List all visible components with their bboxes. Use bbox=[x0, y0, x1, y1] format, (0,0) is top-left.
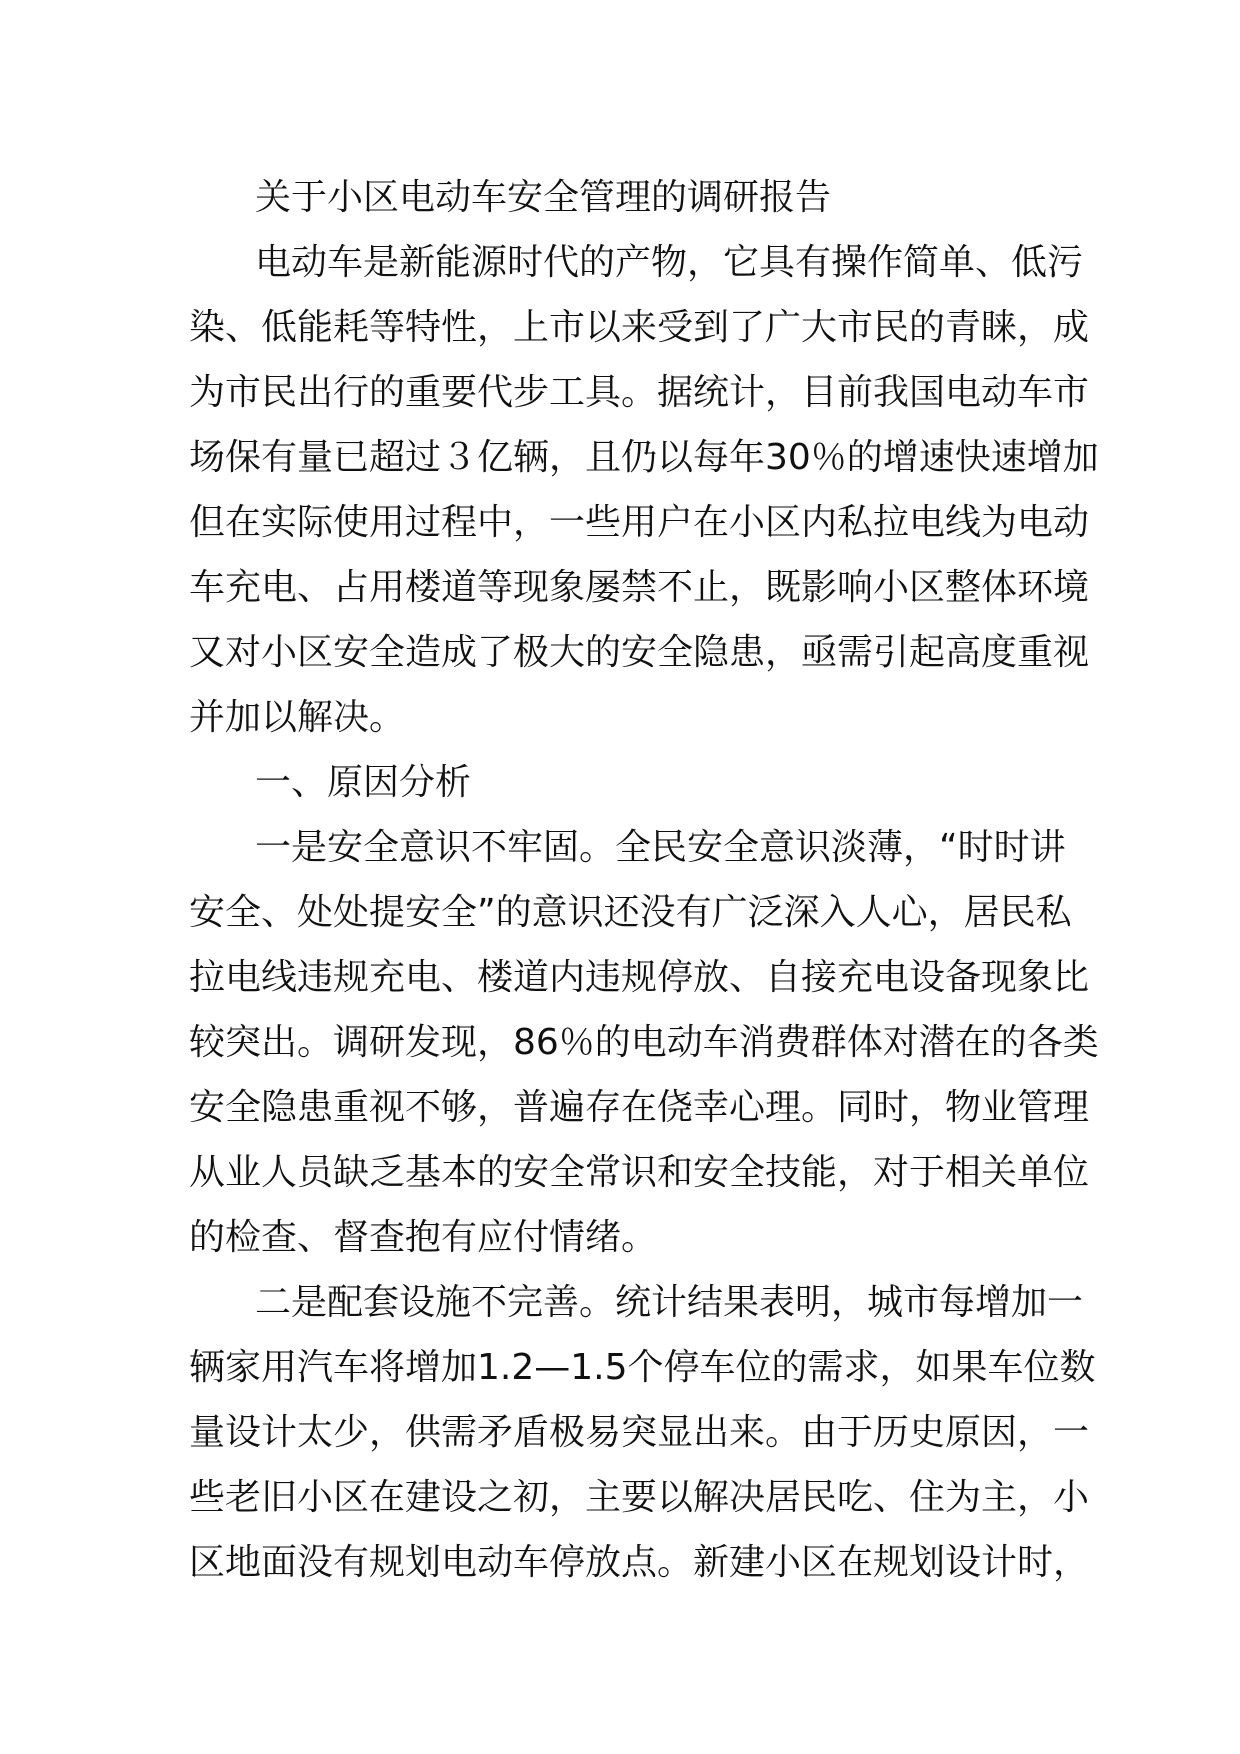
document-body bbox=[189, 165, 1099, 1595]
paragraph-line: 但在实际使用过程中，一些用户在小区内私拉电线为电动 bbox=[189, 502, 1090, 543]
paragraph-line: 的检查、督查抱有应付情绪。 bbox=[189, 1217, 658, 1258]
section-heading: 一、原因分析 bbox=[255, 762, 472, 803]
paragraph-line: 量设计太少，供需矛盾极易突显出来。由于历史原因，一 bbox=[189, 1412, 1090, 1453]
paragraph-line: 较突出。调研发现，86％的电动车消费群体对潜在的各类 bbox=[189, 1022, 1099, 1063]
paragraph-line: 安全隐患重视不够，普遍存在侥幸心理。同时，物业管理 bbox=[189, 1087, 1090, 1128]
paragraph-line: 从业人员缺乏基本的安全常识和安全技能，对于相关单位 bbox=[189, 1152, 1090, 1193]
paragraph-line: 安全、处处提安全”的意识还没有广泛深入人心，居民私 bbox=[189, 892, 1072, 933]
paragraph-line: 辆家用汽车将增加1.2—1.5个停车位的需求，如果车位数 bbox=[189, 1347, 1096, 1388]
paragraph-line: 车充电、占用楼道等现象屡禁不止，既影响小区整体环境 bbox=[189, 567, 1090, 608]
paragraph-line: 又对小区安全造成了极大的安全隐患，亟需引起高度重视 bbox=[189, 632, 1090, 673]
paragraph-line: 二是配套设施不完善。统计结果表明，城市每增加一 bbox=[255, 1282, 1084, 1323]
paragraph-line: 拉电线违规充电、楼道内违规停放、自接充电设备现象比 bbox=[189, 957, 1090, 998]
paragraph-line: 染、低能耗等特性，上市以来受到了广大市民的青睐，成 bbox=[189, 307, 1090, 348]
paragraph-line: 电动车是新能源时代的产物，它具有操作简单、低污 bbox=[255, 242, 1084, 283]
paragraph-line: 区地面没有规划电动车停放点。新建小区在规划设计时， bbox=[189, 1542, 1090, 1583]
paragraph-line: 为市民出行的重要代步工具。据统计，目前我国电动车市 bbox=[189, 372, 1090, 413]
paragraph-line: 并加以解决。 bbox=[189, 697, 406, 738]
document-title: 关于小区电动车安全管理的调研报告 bbox=[255, 177, 832, 218]
paragraph-line: 一是安全意识不牢固。全民安全意识淡薄，“时时讲 bbox=[255, 827, 1066, 868]
paragraph-line: 场保有量已超过３亿辆，且仍以每年30％的增速快速增加 bbox=[189, 437, 1099, 478]
paragraph-line: 些老旧小区在建设之初，主要以解决居民吃、住为主，小 bbox=[189, 1477, 1090, 1518]
